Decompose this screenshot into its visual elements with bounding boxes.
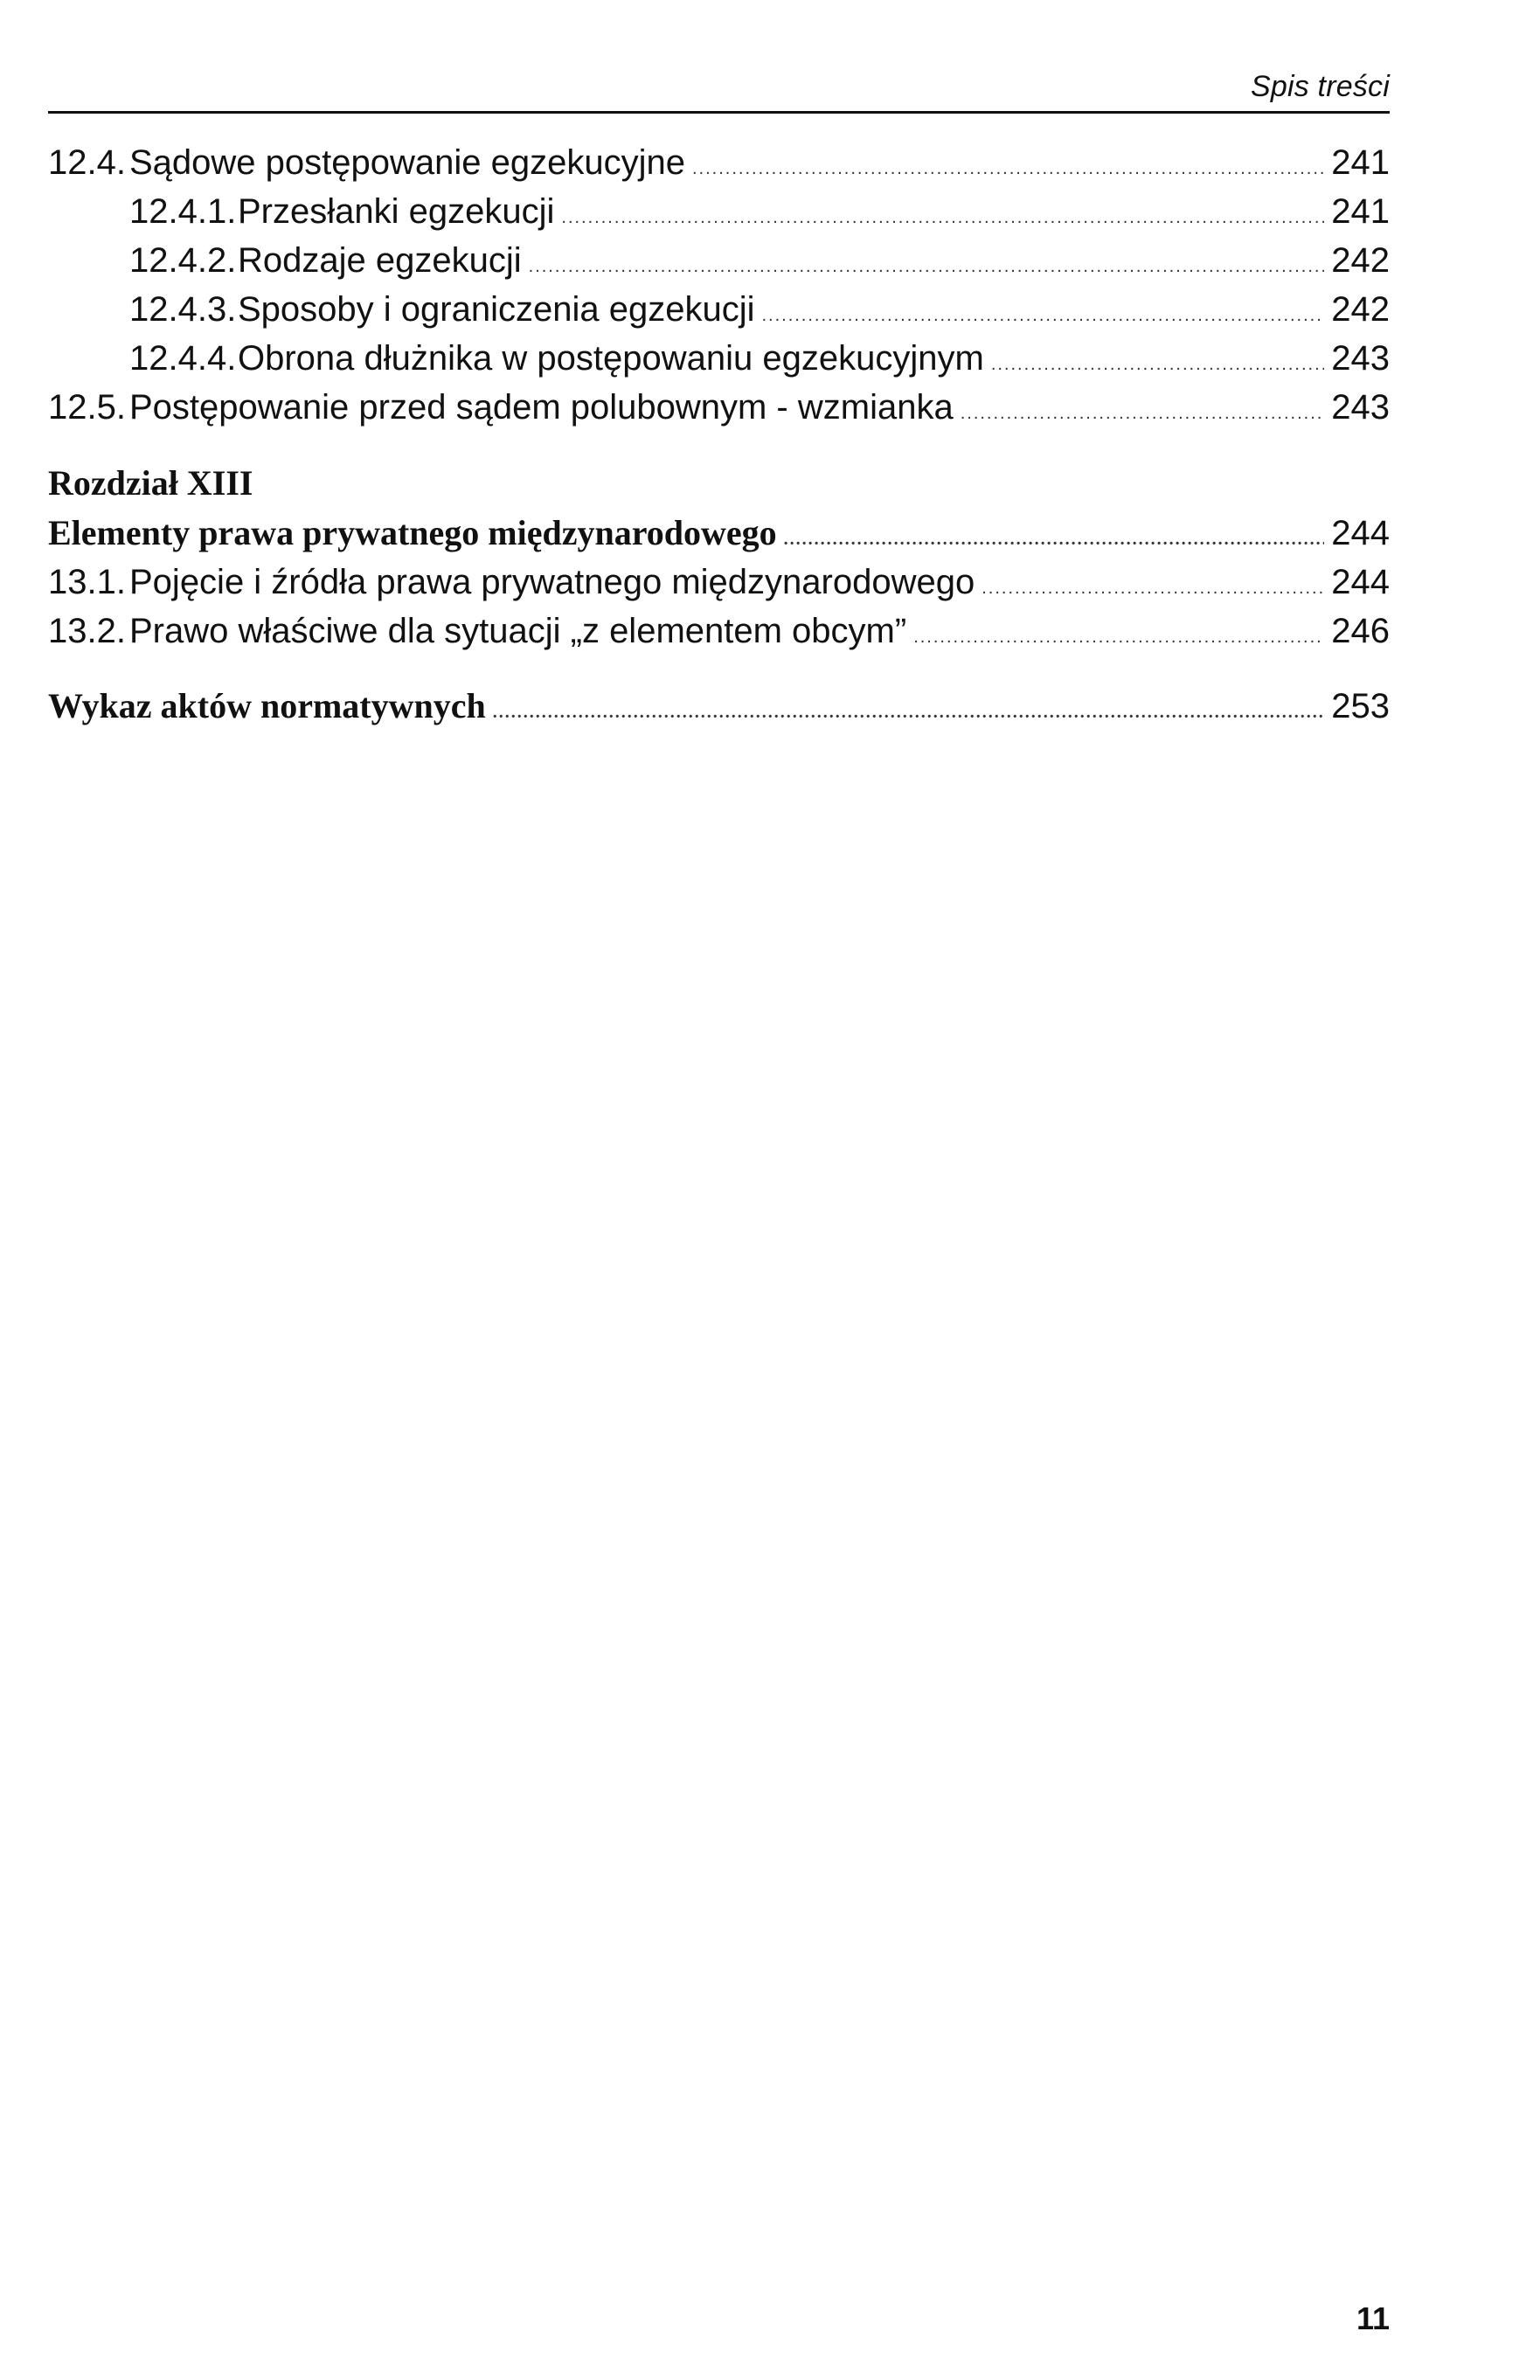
toc-entry-number: 12.4.3. bbox=[129, 290, 237, 329]
toc-entry-number: 13.2. bbox=[48, 612, 126, 650]
toc-entry-13-2[interactable] bbox=[48, 607, 1390, 656]
toc-entry-title: Wykaz aktów normatywnych bbox=[48, 686, 486, 725]
toc-entry-12-4-3[interactable] bbox=[48, 285, 1390, 334]
toc-entry-page: 241 bbox=[1331, 143, 1390, 182]
dot-leader bbox=[961, 389, 1325, 438]
dot-leader bbox=[761, 291, 1324, 340]
dot-leader bbox=[991, 340, 1324, 389]
toc-entry-13-1[interactable] bbox=[48, 558, 1390, 607]
toc-entry-title: Elementy prawa prywatnego międzynarodowego bbox=[48, 513, 777, 552]
toc-entry-number: 13.1. bbox=[48, 563, 126, 601]
page-number: 11 bbox=[1356, 2300, 1390, 2336]
toc-entry-title: Postępowanie przed sądem polubownym - wzmianka bbox=[129, 388, 954, 427]
toc-entry-number: 12.4. bbox=[48, 143, 126, 182]
toc-entry-page: 242 bbox=[1331, 241, 1390, 280]
toc-entry-12-5[interactable] bbox=[48, 383, 1390, 432]
dot-leader bbox=[913, 613, 1324, 662]
toc-entry-page: 243 bbox=[1331, 388, 1390, 427]
toc-entry-title: Przesłanki egzekucji bbox=[238, 192, 555, 231]
toc-entry-title: Rodzaje egzekucji bbox=[238, 241, 522, 280]
toc-entry-chapter-13[interactable] bbox=[48, 509, 1390, 558]
toc-entry-12-4-2[interactable] bbox=[48, 236, 1390, 285]
toc-entry-page: 253 bbox=[1331, 687, 1390, 725]
toc-entry-page: 244 bbox=[1331, 514, 1390, 552]
dot-leader bbox=[529, 242, 1325, 291]
toc-entry-page: 243 bbox=[1331, 339, 1390, 378]
toc-entry-index-of-acts[interactable] bbox=[48, 682, 1390, 731]
toc-entry-title: Pojęcie i źródła prawa prywatnego międzynarodowego bbox=[129, 563, 975, 601]
toc-entry-number: 12.4.4. bbox=[129, 339, 237, 378]
toc-entry-12-4-1[interactable] bbox=[48, 187, 1390, 236]
toc-entry-title: Obrona dłużnika w postępowaniu egzekucyjnym bbox=[238, 339, 984, 378]
toc-entry-title: Sądowe postępowanie egzekucyjne bbox=[129, 143, 685, 182]
header-rule bbox=[48, 111, 1390, 114]
toc-entry-number: 12.5. bbox=[48, 388, 126, 427]
dot-leader bbox=[982, 564, 1324, 613]
toc-entry-page: 244 bbox=[1331, 563, 1390, 601]
toc-entry-number: 12.4.1. bbox=[129, 192, 237, 231]
toc-entry-page: 242 bbox=[1331, 290, 1390, 329]
toc-entry-title: Sposoby i ograniczenia egzekucji bbox=[238, 290, 755, 329]
toc-entry-number: 12.4.2. bbox=[129, 241, 237, 280]
running-header: Spis treści bbox=[1250, 70, 1390, 103]
dot-leader bbox=[784, 515, 1325, 564]
chapter-label: Rozdział XIII bbox=[48, 463, 253, 503]
toc-entry-12-4[interactable] bbox=[48, 138, 1390, 187]
toc-entry-title: Prawo właściwe dla sytuacji „z elementem obcym” bbox=[129, 612, 907, 650]
dot-leader bbox=[561, 193, 1324, 242]
toc-entry-page: 246 bbox=[1331, 612, 1390, 650]
dot-leader bbox=[692, 144, 1324, 193]
toc-entry-12-4-4[interactable] bbox=[48, 334, 1390, 383]
dot-leader bbox=[493, 688, 1325, 737]
table-of-contents bbox=[48, 138, 1390, 731]
toc-entry-page: 241 bbox=[1331, 192, 1390, 231]
